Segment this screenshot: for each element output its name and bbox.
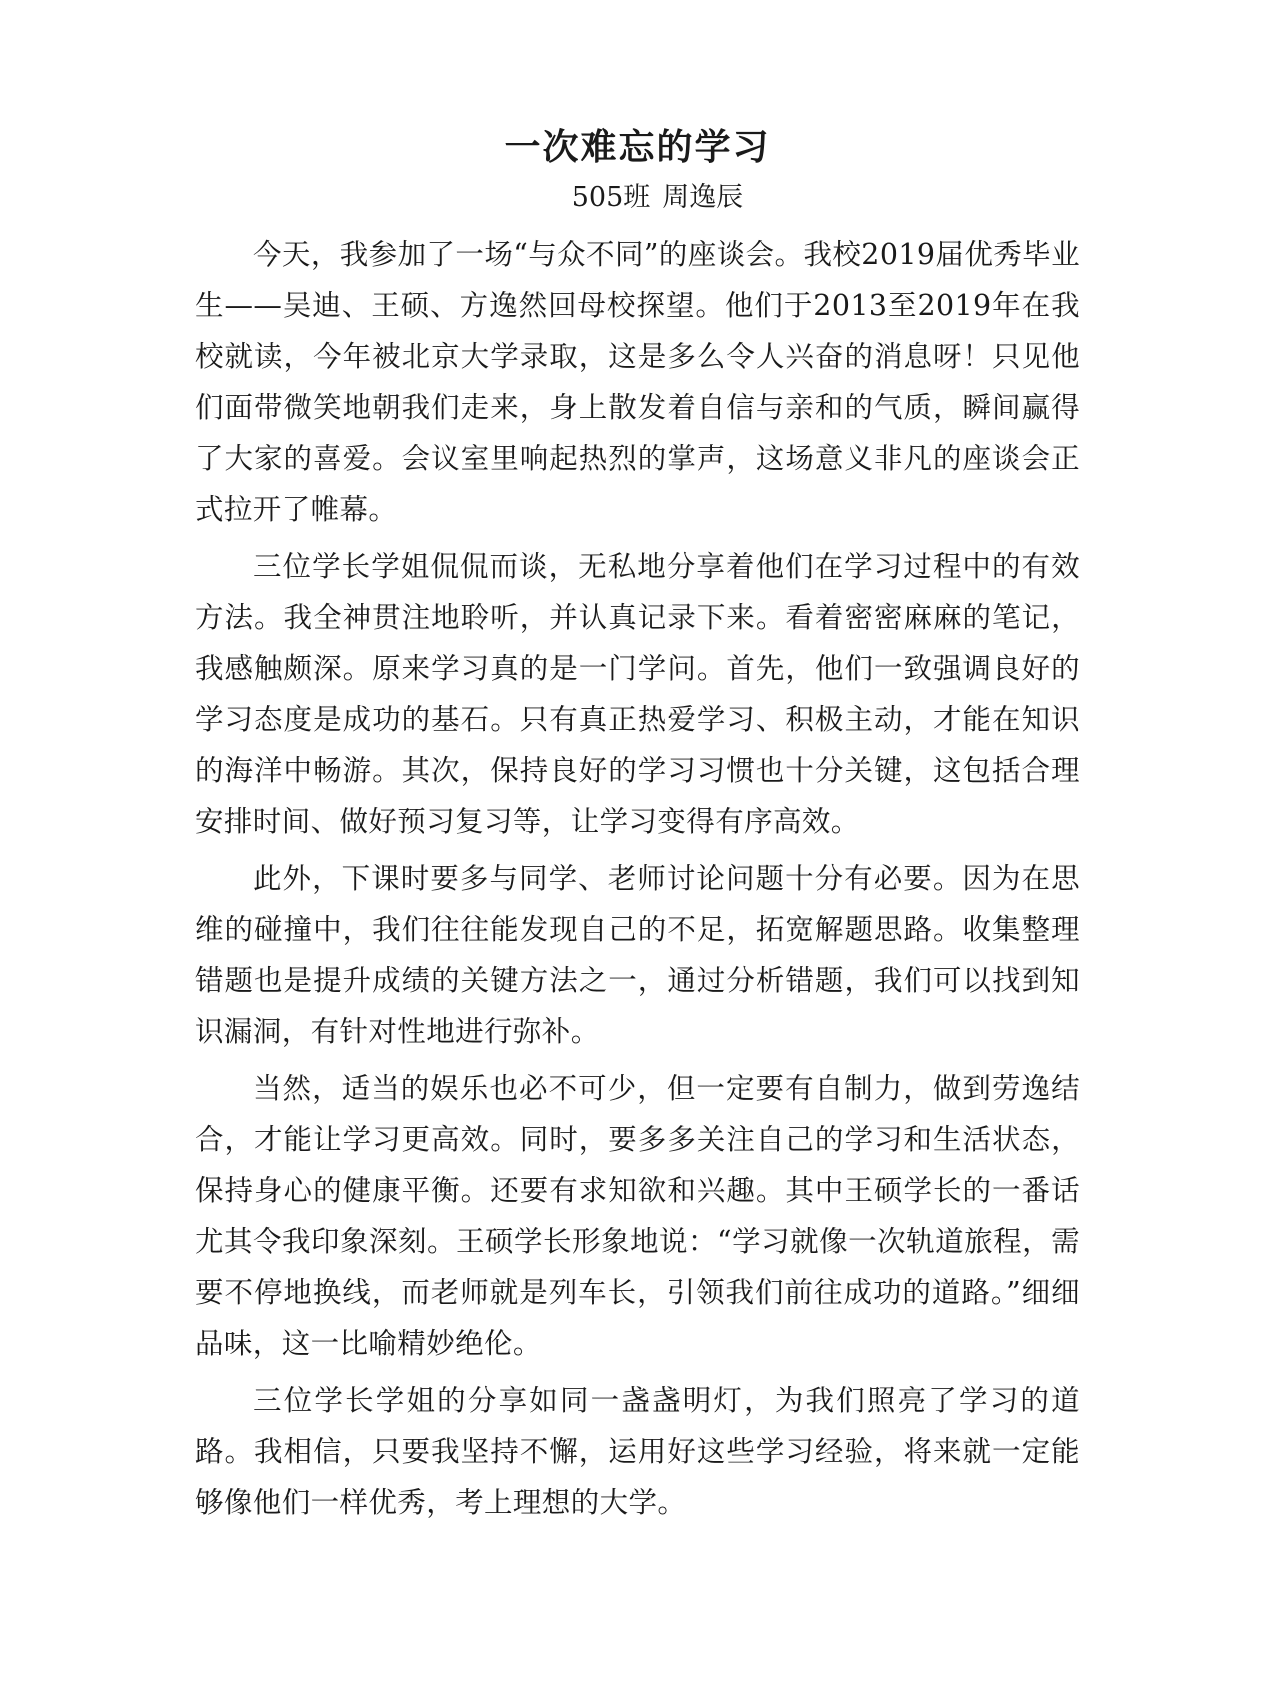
paragraph-1: 今天，我参加了一场“与众不同”的座谈会。我校2019届优秀毕业生——吴迪、王硕、方逸然回母校探望。他们于2013至2019年在我校就读，今年被北京大学录取，这是多么令人兴奋的消息呀！只见他们面带微笑地朝我们走来，身上散发着自信与亲和的气质，瞬间赢得了大家的喜爱。会议室里响起热烈的掌声，这场意义非凡的座谈会正式拉开了帷幕。 xyxy=(195,238,1080,526)
paragraph-2: 三位学长学姐侃侃而谈，无私地分享着他们在学习过程中的有效方法。我全神贯注地聆听，并认真记录下来。看着密密麻麻的笔记，我感触颇深。原来学习真的是一门学问。首先，他们一致强调良好的学习态度是成功的基石。只有真正热爱学习、积极主动，才能在知识的海洋中畅游。其次，保持良好的学习习惯也十分关键，这包括合理安排时间、做好预习复习等，让学习变得有序高效。 xyxy=(195,550,1080,838)
paragraph-3: 此外，下课时要多与同学、老师讨论问题十分有必要。因为在思维的碰撞中，我们往往能发现自己的不足，拓宽解题思路。收集整理错题也是提升成绩的关键方法之一，通过分析错题，我们可以找到知识漏洞，有针对性地进行弥补。 xyxy=(195,862,1080,1048)
author-byline xyxy=(195,178,1080,218)
paragraph-5: 三位学长学姐的分享如同一盏盏明灯，为我们照亮了学习的道路。我相信，只要我坚持不懈，运用好这些学习经验，将来就一定能够像他们一样优秀，考上理想的大学。 xyxy=(195,1384,1080,1519)
document-page xyxy=(195,118,1080,1528)
paragraph-4: 当然，适当的娱乐也必不可少，但一定要有自制力，做到劳逸结合，才能让学习更高效。同时，要多多关注自己的学习和生活状态，保持身心的健康平衡。还要有求知欲和兴趣。其中王硕学长的一番话尤其令我印象深刻。王硕学长形象地说：“学习就像一次轨道旅程，需要不停地换线，而老师就是列车长，引领我们前往成功的道路。”细细品味，这一比喻精妙绝伦。 xyxy=(195,1072,1080,1360)
class-name: 505班 xyxy=(571,182,651,213)
author-name: 周逸辰 xyxy=(662,182,744,213)
document-title: 一次难忘的学习 xyxy=(504,126,771,168)
